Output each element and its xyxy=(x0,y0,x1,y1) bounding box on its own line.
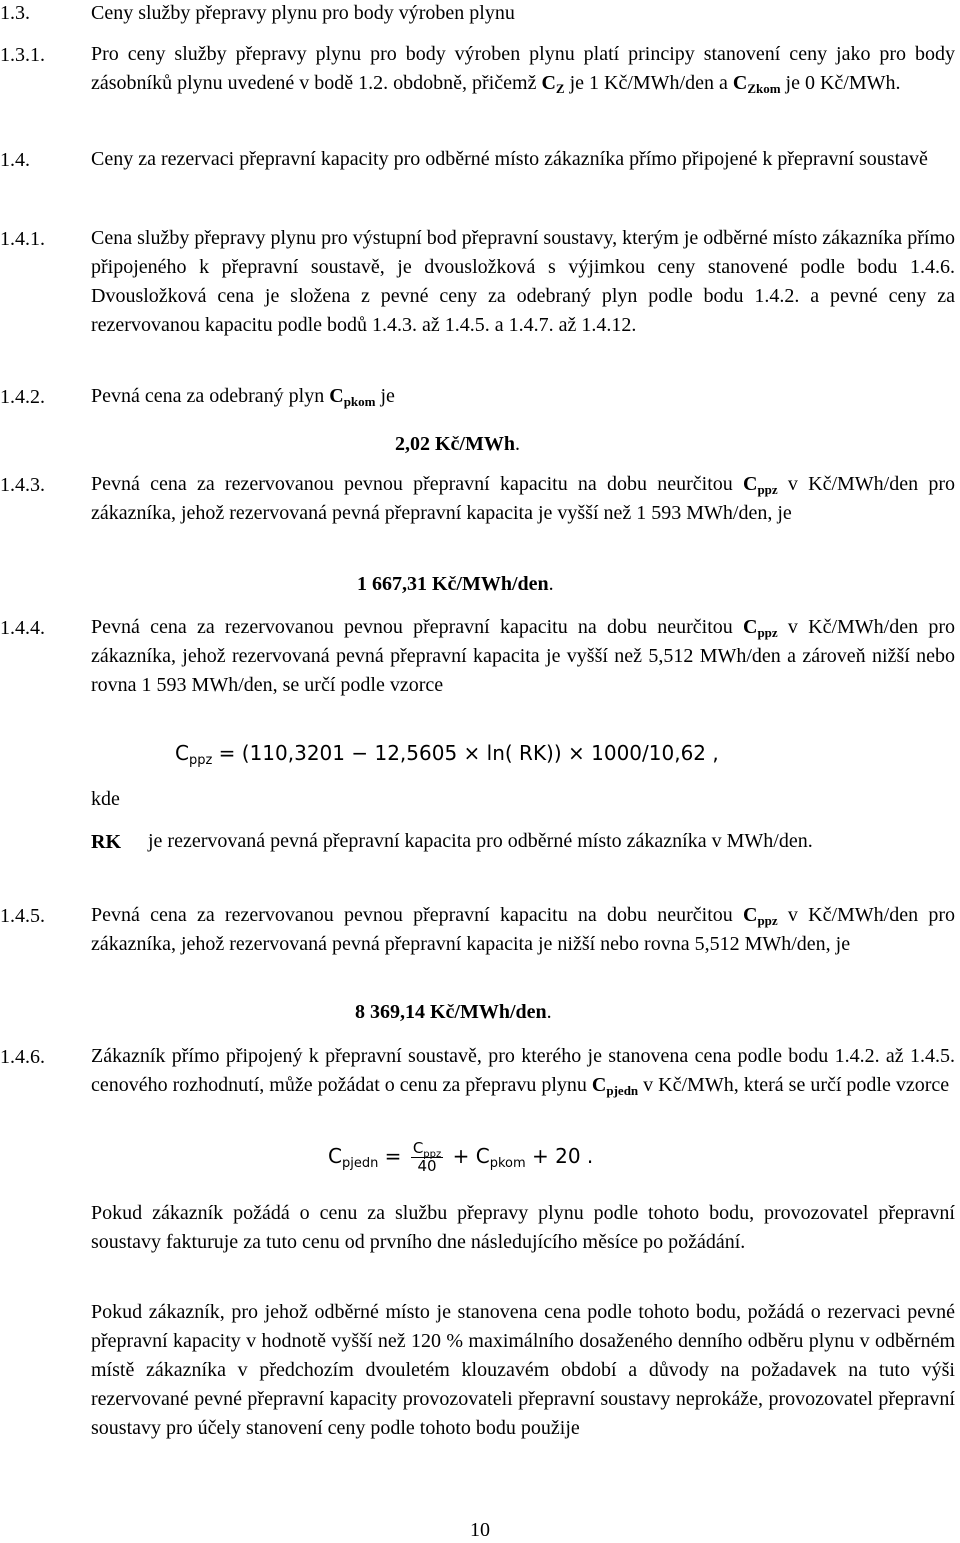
formula-cppz: $C_{ppz} = (110,3201 - 12,5605 \times \ln$( RK)) × 1000/10,62 , xyxy=(175,741,719,768)
fraction: $\frac{C_{ppz}}{40}$ xyxy=(412,1139,442,1175)
price-value: 2,02 Kč/MWh. xyxy=(395,433,520,455)
paragraph-1-3-1: Pro ceny služby přepravy plynu pro body výroben plynu platí principy stanovení ceny jako pro body zásobníků plynu uvedené v bodě 1.2. obdobně, přičemž $C_Z$ je 1 Kč/MWh/den a $C_{Zkom}$ je 0 Kč/MWh. xyxy=(91,43,955,96)
section-number: 1.4.4. xyxy=(0,617,45,639)
section-number: 1.4.5. xyxy=(0,905,45,927)
paragraph-1-4-6-p1: Pokud zákazník požádá o cenu za službu přepravy plynu podle tohoto bodu, provozovatel přepravní soustavy fakturuje za tuto cenu od prvního dne následujícího měsíce po požádání. xyxy=(91,1202,955,1253)
section-number: 1.3.1. xyxy=(0,44,45,66)
section-number: 1.4.2. xyxy=(0,386,45,408)
paragraph-1-4-1: Cena služby přepravy plynu pro výstupní bod přepravní soustavy, kterým je odběrné místo zákazníka přímo připojeného k přepravní soustavě, je dvousložková s výjimkou ceny stanovené podle bodu 1.4.6. Dvousložková cena je složena z pevné ceny za odebraný plyn podle bodu 1.4.2. a pevné ceny za rezervovanou kapacitu podle bodů 1.4.3. až 1.4.5. a 1.4.7. až 1.4.12. xyxy=(91,227,955,336)
paragraph-1-4-5: Pevná cena za rezervovanou pevnou přepravní kapacitu na dobu neurčitou $C_{ppz}$ v Kč/MWh/den pro zákazníka, jehož rezervovaná pevná přepravní kapacita je nižší nebo rovna 5,512 MWh/den, je xyxy=(91,904,955,955)
paragraph-1-4-2: Pevná cena za odebraný plyn $C_{pkom}$ je xyxy=(91,385,395,409)
section-number: 1.4.6. xyxy=(0,1046,45,1068)
paragraph-1-4-4: Pevná cena za rezervovanou pevnou přepravní kapacitu na dobu neurčitou $C_{ppz}$ v Kč/MWh/den pro zákazníka, jehož rezervovaná pevná přepravní kapacita je vyšší než 5,512 MWh/den a zároveň nižší nebo rovna 1 593 MWh/den, se určí podle vzorce xyxy=(91,616,955,696)
paragraph-1-4-6: Zákazník přímo připojený k přepravní soustavě, pro kterého je stanovena cena podle bodu 1.4.2. až 1.4.5. cenového rozhodnutí, může požádat o cenu za přepravu plynu $C_{pjedn}$ v Kč/MWh, která se určí podle vzorce xyxy=(91,1045,955,1098)
section-number: 1.4.1. xyxy=(0,228,45,250)
section-number: 1.4.3. xyxy=(0,474,45,496)
paragraph-1-4-6-p2: Pokud zákazník, pro jehož odběrné místo je stanovena cena podle tohoto bodu, požádá o rezervaci pevné přepravní kapacity v hodnotě vyšší než 120 % maximálního dosaženého denního odběru plynu v odběrném místě zákazníka v předchozím dvouletém klouzavém období a důvody na požadavek na tuto výši rezervované pevné přepravní kapacity provozovateli přepravní soustavy neprokáže, provozovatel přepravní soustavy pro účely stanovení ceny podle tohoto bodu použije xyxy=(91,1301,955,1439)
price-value: 8 369,14 Kč/MWh/den. xyxy=(355,1001,552,1023)
section-number: 1.3. xyxy=(0,2,30,24)
formula-cpjedn: $C_{pjedn}$ = $\frac{C_{ppz}}{40}$ + $C_{pkom} + 20$ . xyxy=(328,1139,594,1175)
rk-definition: je rezervovaná pevná přepravní kapacita pro odběrné místo zákazníka v MWh/den. xyxy=(148,830,813,852)
section-number: 1.4. xyxy=(0,149,30,171)
paragraph-1-4-3: Pevná cena za rezervovanou pevnou přepravní kapacitu na dobu neurčitou $C_{ppz}$ v Kč/MWh/den pro zákazníka, jehož rezervovaná pevná přepravní kapacita je vyšší než 1 593 MWh/den, je xyxy=(91,473,955,524)
section-title: Ceny služby přepravy plynu pro body výroben plynu xyxy=(91,2,515,24)
page-number: 10 xyxy=(470,1519,490,1541)
section-1-4-heading: Ceny za rezervaci přepravní kapacity pro odběrné místo zákazníka přímo připojené k přepravní soustavě xyxy=(91,148,928,170)
kde-label: kde xyxy=(91,788,120,810)
rk-term: RK xyxy=(91,831,121,853)
price-value: 1 667,31 Kč/MWh/den. xyxy=(357,573,554,595)
